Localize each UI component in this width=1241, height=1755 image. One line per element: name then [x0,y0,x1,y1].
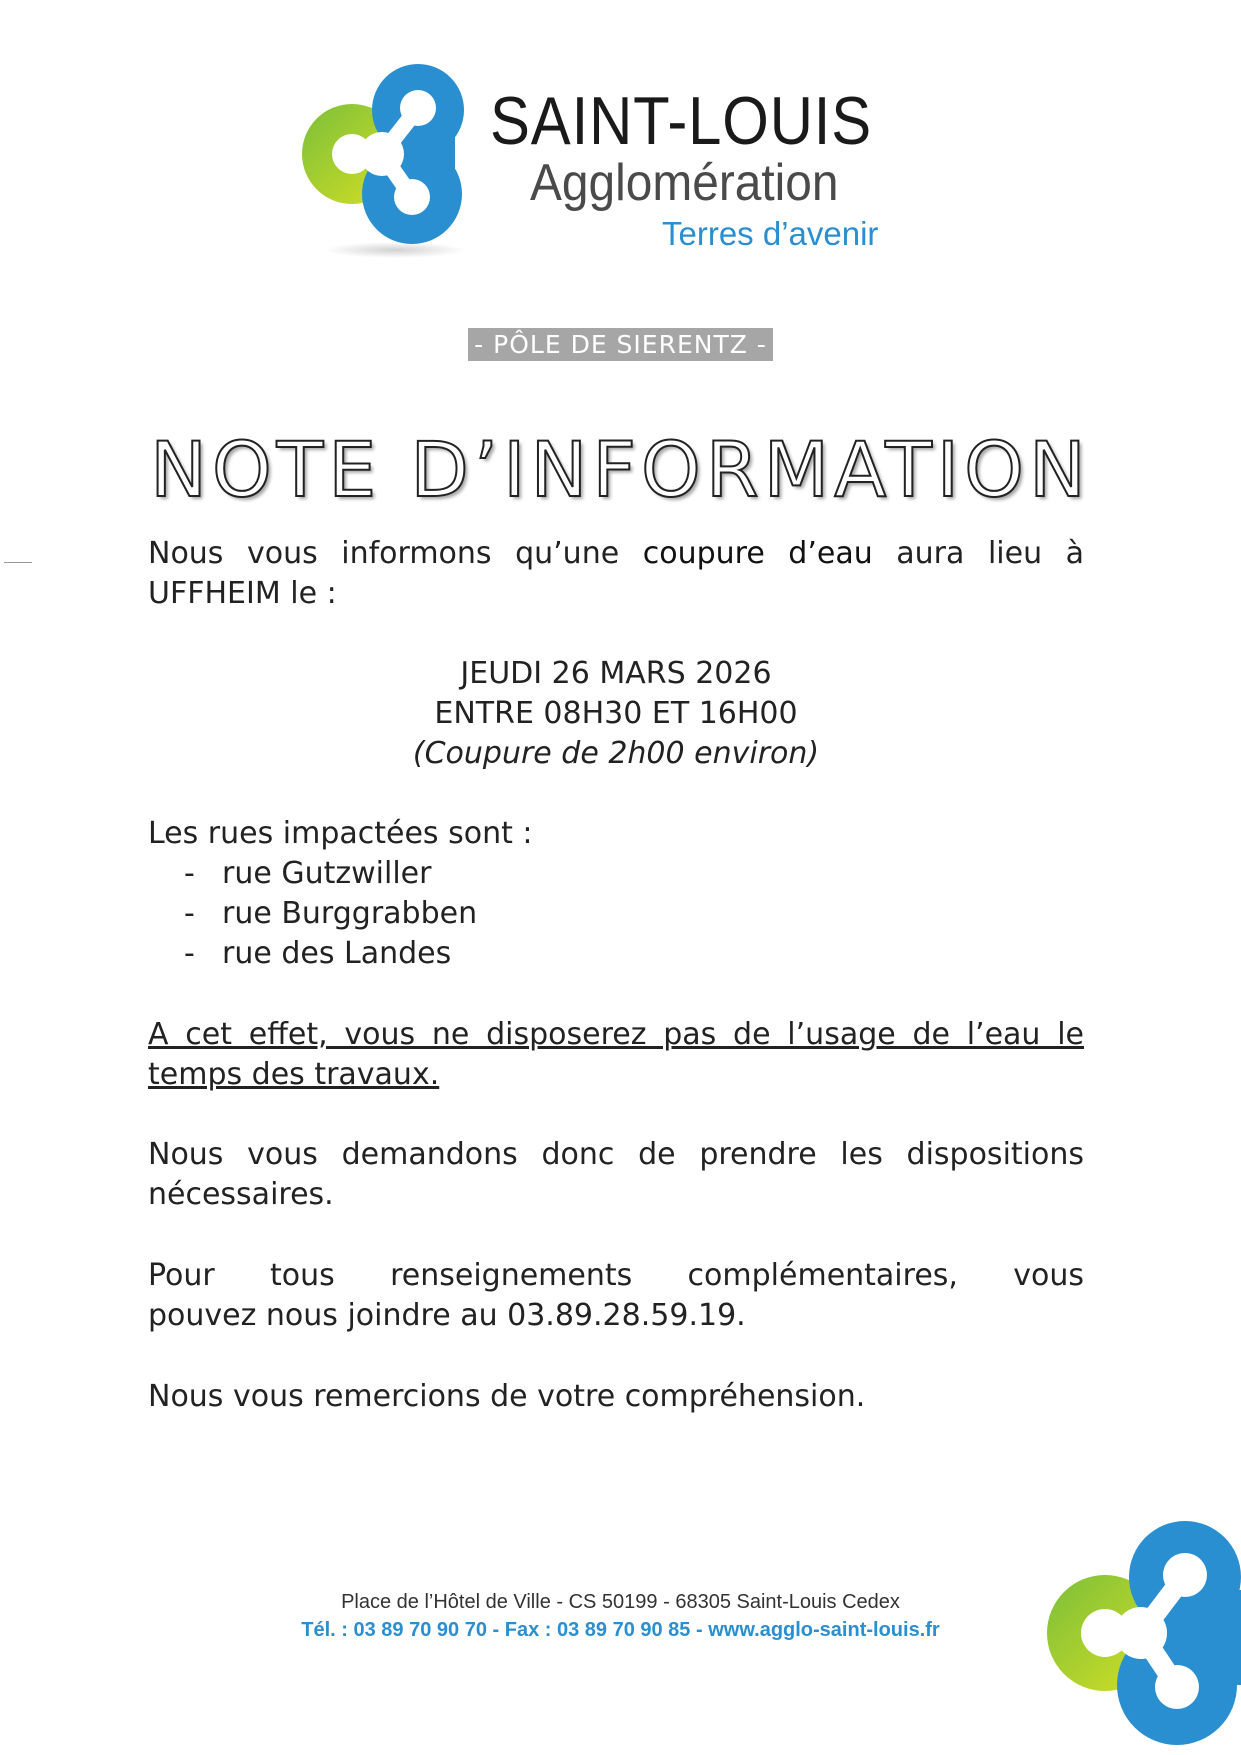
brand-tagline: Terres d’avenir [662,215,879,252]
margin-mark [4,562,32,563]
info-line-2: pouvez nous joindre au 03.89.28.59.19. [148,1298,746,1333]
corner-logo-icon [1045,1515,1241,1755]
brand-block [490,85,924,253]
schedule-hours: ENTRE 08H30 ET 16H00 [434,696,798,731]
intro-after: aura lieu à [872,536,1084,571]
thanks-text: Nous vous remercions de votre compréhension. [148,1379,866,1414]
request-line-2: nécessaires. [148,1177,334,1212]
footer-contact: Tél. : 03 89 70 90 70 - Fax : 03 89 70 90 85 - www.agglo-saint-louis.fr [301,1619,940,1641]
list-item: - rue Gutzwiller [148,854,1084,894]
list-item: - rue des Landes [148,934,1084,974]
list-item: - rue Burggrabben [148,894,1084,934]
brand-subtitle: Agglomération [530,154,839,212]
streets-heading: Les rues impactées sont : [148,816,533,851]
pole-label [0,330,1241,359]
footer-address: Place de l’Hôtel de Ville - CS 50199 - 68305 Saint-Louis Cedex [341,1591,900,1613]
brand-name: SAINT-LOUIS [490,83,873,159]
saint-louis-logo-icon [300,62,485,262]
warning-line-2: temps des travaux. [148,1057,440,1092]
intro-line-2: UFFHEIM le : [148,576,337,611]
intro-before: Nous vous informons qu’une [148,536,643,571]
warning-line-1: A cet effet, vous ne disposerez pas de l’usage de l’eau le [148,1017,1084,1052]
schedule-duration: (Coupure de 2h00 environ) [412,736,820,771]
pole-text: - PÔLE DE SIERENTZ - [468,328,773,361]
info-line-1: Pour tous renseignements complémentaires, vous [148,1258,1084,1293]
intro-highlight: coupure d’eau [642,536,873,571]
intro-line-1 [148,534,1084,574]
streets-list [148,854,1084,974]
page-title: NOTE D’INFORMATION [150,425,1091,514]
schedule-date: JEUDI 26 MARS 2026 [460,656,772,691]
request-line-1: Nous vous demandons donc de prendre les dispositions [148,1137,1084,1172]
